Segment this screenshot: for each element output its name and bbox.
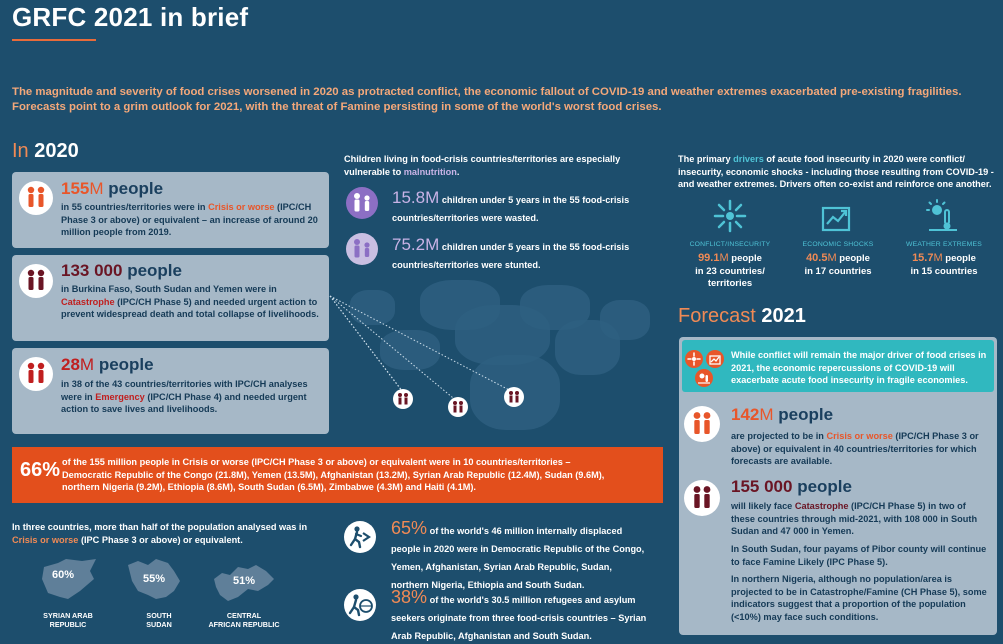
displaced-text: of the world's 46 million internally displaced people in 2020 were in Democratic Republic of the Congo, Yemen, Afghanistan, Syrian Arab Republic, Sudan, northern Nigeria, Ethiopia and South Sudan. [391,526,645,590]
people-icon [504,387,524,407]
three-countries-intro: In three countries, more than half of the population analysed was in Crisis or worse (IPC Phase 3 or above) or equivalent. [12,522,308,545]
section-heading-forecast [678,305,806,328]
refugees-percent: 38% [391,587,428,607]
card-description: in Burkina Faso, South Sudan and Yemen were in Catastrophe (IPC/CH Phase 5) and needed urgent action to prevent widespread death and total collapse of livelihoods. [61,284,319,319]
people-icon [393,389,413,409]
conflict-icon [685,350,703,368]
car-label: CENTRAL AFRICAN REPUBLIC [208,611,280,629]
child-stat-wasted [392,188,632,226]
stunted-text: children under 5 years in the 55 food-crisis countries/territories were stunted. [392,242,630,270]
card-label: people [108,179,164,198]
economic-shocks-icon [706,350,724,368]
card-description: in 38 of the 43 countries/territories with IPC/CH analyses were in Emergency (IPC/CH Phase 4) and needed urgent action to save lives and livelihoods. [61,379,308,414]
wasted-number: 15.8M [392,188,440,207]
card-label: people [127,261,182,280]
stunted-number: 75.2M [392,235,440,254]
displaced-percent: 65% [391,518,428,538]
weather-extremes-icon [695,369,713,387]
forecast-headline-1: 142M people [731,405,834,424]
displaced-icon [344,521,376,553]
people-icon-container [684,406,720,442]
card-number: 28 [61,355,80,374]
card-number: 133 000 [61,261,123,280]
forecast-text-south-sudan: In South Sudan, four payams of Pibor county will continue to face Famine Likely (IPC Phase 5). [731,544,987,567]
stat-card-emergency [12,348,329,434]
section-heading-2020 [12,140,79,163]
refugees-icon [344,589,376,621]
map-pin-south-sudan [448,397,468,417]
intro-line-2: Forecasts point to a grim outlook for 2021, with the threat of Famine persisting in some of the world's worst food crises. [12,101,662,113]
people-icon [19,181,53,215]
car-percent: 51% [233,575,256,587]
card-unit: M [79,355,95,374]
card-headline [61,179,163,199]
people-icon [19,357,53,391]
forecast-text-nigeria: In northern Nigeria, although no population/area is projected to be in Catastrophe/Famine (CH Phase 5), some indicators suggest that a proportion of the population (<10%) may face such conditions. [731,574,987,622]
driver-label-conflict: CONFLICT/INSECURITY [689,241,771,248]
people-icon [684,480,720,516]
banner-text: of the 155 million people in Crisis or worse (IPC/CH Phase 3 or above) or equivalent were in 10 countries/territories – Democratic Republic of the Congo (21.8M), Yemen (13.5M), Afghanistan (13.2M), Syrian Arab Republic (12.4M), Sudan (9.6M), northern Nigeria (9.2M), Ethiopia (8.6M), South Sudan (6.5M), Zimbabwe (4.3M) and Haiti (4.1M). [62,457,605,492]
heading-prefix: Forecast [678,305,756,327]
wasted-text: children under 5 years in the 55 food-crisis countries/territories were wasted. [392,195,630,223]
child-wasted-icon [346,187,378,219]
refugees-text: of the world's 30.5 million refugees and asylum seekers originate from three food-crisis countries – Syrian Arab Republic, Afghanistan and South Sudan. [391,595,647,641]
people-icon-container [19,357,53,391]
forecast-teal-text: While conflict will remain the major driver of food crises in 2021, the economic repercussions of COVID-19 will exacerbate acute food insecurity in fragile economies. [731,350,987,385]
card-description: in 55 countries/territories were in Crisis or worse (IPC/CH Phase 3 or above) or equivalent – an increase of around 20 million people from 2019. [61,202,318,237]
forecast-text-2: will likely face Catastrophe (IPC/CH Phase 5) in two of these countries through mid-2021, with 108 000 in South Sudan and 47 000 in Yemen. [731,501,978,536]
intro-line-1: The magnitude and severity of food crises worsened in 2020 as protracted conflict, the economic fallout of COVID-19 and weather extremes exacerbated pre-existing fragilities. [12,86,962,98]
forecast-text-1: are projected to be in Crisis or worse (IPC/CH Phase 3 or above) or equivalent in 40 countries/territories for which forecasts are available. [731,431,979,466]
children-intro: Children living in food-crisis countries/territories are especially vulnerable to malnutrition. [344,154,621,177]
driver-value-weather: 15.7M people in 15 countries [910,252,978,277]
people-icon-container [19,181,53,215]
south-sudan-percent: 55% [143,573,166,585]
people-icon-container [19,264,53,298]
syria-label: SYRIAN ARAB REPUBLIC [43,611,93,629]
map-pin-yemen [504,387,524,407]
stat-card-catastrophe [12,255,329,341]
heading-prefix: In [12,140,29,162]
displaced-stat [391,518,651,593]
stat-card-crisis [12,172,329,248]
driver-value-conflict: 99.1M people in 23 countries/ territories [695,252,765,289]
card-label: people [98,355,154,374]
map-pin-burkina-faso [393,389,413,409]
page-title: GRFC 2021 in brief [12,2,249,32]
driver-label-weather: WEATHER EXTREMES [906,241,982,248]
syria-percent: 60% [52,569,75,581]
people-icon-container [684,480,720,516]
drivers-intro: The primary drivers of acute food insecurity in 2020 were conflict/ insecurity, economic shocks - including those resulting from COVID-19 - and weather extremes. Drivers often co-exist and reinforce one another. [678,154,994,189]
heading-year: 2021 [761,305,806,327]
people-icon [448,397,468,417]
child-stunted-icon [346,233,378,265]
card-headline [61,261,182,281]
driver-value-economic: 40.5M people in 17 countries [804,252,872,277]
people-icon [684,406,720,442]
weather-extremes-icon [925,198,961,234]
card-unit: M [89,179,104,198]
heading-year: 2020 [34,140,79,162]
refugees-stat [391,587,651,644]
child-stat-stunted [392,235,632,273]
banner-percent: 66% [20,459,61,481]
forecast-headline-2: 155 000 people [731,477,852,496]
conflict-icon [712,198,748,234]
card-headline [61,355,154,375]
economic-shocks-icon [819,198,855,234]
card-number: 155 [61,179,90,198]
ten-countries-banner [12,447,663,503]
people-icon [19,264,53,298]
driver-label-economic: ECONOMIC SHOCKS [802,241,874,248]
south-sudan-label: SOUTH SUDAN [146,611,172,629]
